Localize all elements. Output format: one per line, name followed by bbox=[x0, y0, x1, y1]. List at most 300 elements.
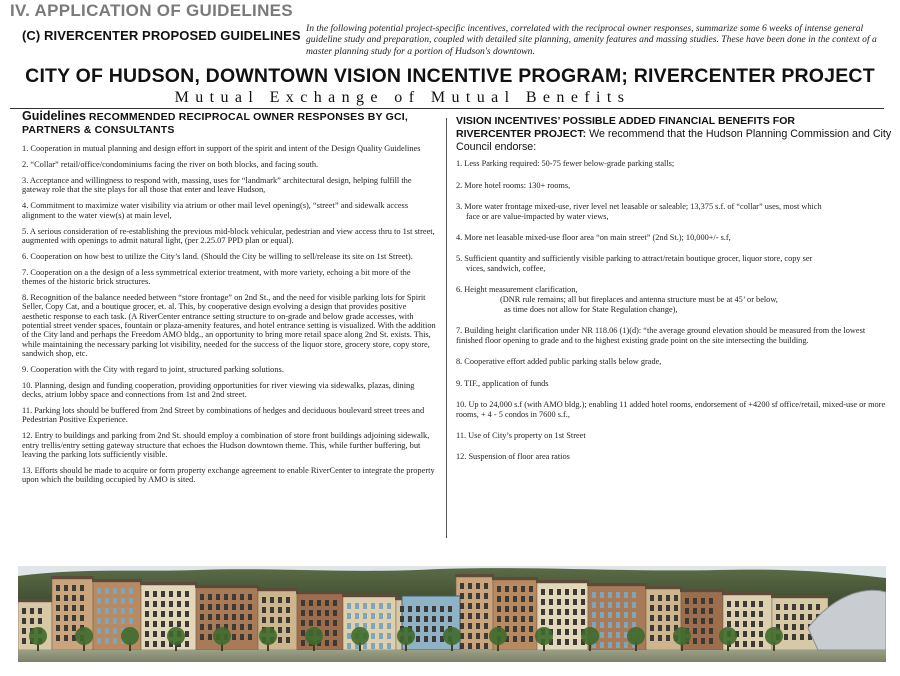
window bbox=[185, 601, 189, 607]
window bbox=[573, 639, 577, 645]
window bbox=[105, 588, 109, 594]
window bbox=[325, 640, 329, 646]
window bbox=[557, 629, 561, 635]
window bbox=[416, 616, 420, 622]
window bbox=[624, 612, 628, 618]
window bbox=[693, 618, 697, 624]
window bbox=[484, 613, 488, 619]
window bbox=[262, 617, 266, 623]
window bbox=[30, 618, 34, 624]
window bbox=[600, 632, 604, 638]
tree-crown bbox=[213, 627, 231, 645]
tree-crown bbox=[443, 627, 461, 645]
window bbox=[565, 609, 569, 615]
window bbox=[333, 600, 337, 606]
window bbox=[145, 591, 149, 597]
window bbox=[56, 615, 60, 621]
window bbox=[616, 622, 620, 628]
window bbox=[600, 602, 604, 608]
window bbox=[200, 624, 204, 630]
window bbox=[153, 591, 157, 597]
tree-crown bbox=[75, 627, 93, 645]
window bbox=[513, 636, 517, 642]
window bbox=[468, 593, 472, 599]
window bbox=[650, 625, 654, 631]
window bbox=[581, 589, 585, 595]
window bbox=[38, 618, 42, 624]
window bbox=[145, 601, 149, 607]
window bbox=[743, 611, 747, 617]
window bbox=[674, 595, 678, 601]
window bbox=[208, 614, 212, 620]
window bbox=[185, 641, 189, 647]
window bbox=[460, 643, 464, 649]
window bbox=[476, 623, 480, 629]
window bbox=[248, 604, 252, 610]
incentives-heading-line2: RIVERCENTER PROJECT: bbox=[456, 127, 587, 140]
window bbox=[460, 593, 464, 599]
window bbox=[557, 619, 561, 625]
window bbox=[709, 618, 713, 624]
window bbox=[185, 621, 189, 627]
incentives-column bbox=[456, 115, 892, 474]
window bbox=[278, 627, 282, 633]
window bbox=[232, 634, 236, 640]
window bbox=[792, 614, 796, 620]
window bbox=[208, 594, 212, 600]
incentive-item-line: 5. Sufficient quantity and sufficiently visible parking to attract/retain boutique grocer, liquor store, copy ser bbox=[456, 254, 813, 264]
window bbox=[751, 631, 755, 637]
window bbox=[153, 621, 157, 627]
window bbox=[616, 612, 620, 618]
window bbox=[200, 594, 204, 600]
tree-crown bbox=[719, 627, 737, 645]
window bbox=[624, 602, 628, 608]
window bbox=[693, 628, 697, 634]
window bbox=[709, 628, 713, 634]
window bbox=[347, 633, 351, 639]
window bbox=[573, 629, 577, 635]
window bbox=[743, 621, 747, 627]
incentive-item-line: face or are value-impacted by water views, bbox=[466, 211, 609, 221]
window bbox=[232, 614, 236, 620]
window bbox=[387, 613, 391, 619]
tree-crown bbox=[581, 627, 599, 645]
window bbox=[557, 639, 561, 645]
window bbox=[371, 613, 375, 619]
window bbox=[309, 600, 313, 606]
window bbox=[784, 604, 788, 610]
window bbox=[521, 636, 525, 642]
window bbox=[56, 635, 60, 641]
window bbox=[113, 618, 117, 624]
window bbox=[549, 609, 553, 615]
window bbox=[573, 589, 577, 595]
guideline-item: 9. Cooperation with the City with regard to joint, structured parking solutions. bbox=[22, 364, 284, 374]
window bbox=[608, 612, 612, 618]
tree-crown bbox=[305, 627, 323, 645]
window bbox=[278, 607, 282, 613]
streetscape-illustration bbox=[18, 566, 886, 662]
window bbox=[232, 604, 236, 610]
building-cornice bbox=[18, 599, 53, 602]
incentive-item bbox=[456, 254, 892, 274]
window bbox=[248, 634, 252, 640]
window bbox=[513, 606, 517, 612]
window bbox=[224, 604, 228, 610]
window bbox=[693, 638, 697, 644]
window bbox=[317, 600, 321, 606]
window bbox=[129, 588, 133, 594]
building-cornice bbox=[140, 582, 197, 585]
window bbox=[379, 643, 383, 649]
window bbox=[129, 618, 133, 624]
window bbox=[658, 635, 662, 641]
window bbox=[105, 628, 109, 634]
window bbox=[416, 636, 420, 642]
window bbox=[484, 623, 488, 629]
incentive-item bbox=[456, 285, 892, 314]
window bbox=[808, 604, 812, 610]
window bbox=[784, 614, 788, 620]
window bbox=[363, 613, 367, 619]
window bbox=[208, 624, 212, 630]
incentive-item: 4. More net leasable mixed-use floor area “on main street” (2nd St.); 10,000+/- s.f, bbox=[456, 233, 731, 243]
window bbox=[80, 585, 84, 591]
window bbox=[735, 621, 739, 627]
window bbox=[792, 624, 796, 630]
window bbox=[529, 596, 533, 602]
building-cornice bbox=[645, 586, 682, 589]
window bbox=[240, 634, 244, 640]
window bbox=[460, 623, 464, 629]
window bbox=[776, 614, 780, 620]
window bbox=[529, 616, 533, 622]
window bbox=[650, 605, 654, 611]
window bbox=[153, 611, 157, 617]
window bbox=[432, 636, 436, 642]
building-cornice bbox=[257, 588, 298, 591]
window bbox=[161, 641, 165, 647]
window bbox=[440, 626, 444, 632]
incentive-item: 7. Building height clarification under NR 118.06 (1)(d): “the average ground elevation should be measured from the lowest finished floor opening to grade and to the highest existing grade point on the site intersecting the building. bbox=[456, 326, 866, 346]
window bbox=[581, 609, 585, 615]
window bbox=[557, 599, 561, 605]
window bbox=[262, 597, 266, 603]
window bbox=[666, 635, 670, 641]
window bbox=[270, 607, 274, 613]
window bbox=[80, 615, 84, 621]
window bbox=[505, 586, 509, 592]
tree-crown bbox=[397, 627, 415, 645]
section-title: IV. APPLICATION OF GUIDELINES bbox=[10, 1, 293, 20]
window bbox=[608, 642, 612, 648]
incentive-item: 12. Suspension of floor area ratios bbox=[456, 452, 570, 462]
window bbox=[460, 603, 464, 609]
window bbox=[484, 643, 488, 649]
window bbox=[325, 620, 329, 626]
window bbox=[541, 589, 545, 595]
window bbox=[529, 626, 533, 632]
incentive-item: 8. Cooperative effort added public parking stalls below grade, bbox=[456, 357, 662, 367]
tree-crown bbox=[535, 627, 553, 645]
window bbox=[161, 601, 165, 607]
window bbox=[56, 605, 60, 611]
window bbox=[476, 643, 480, 649]
window bbox=[121, 598, 125, 604]
window bbox=[541, 609, 545, 615]
window bbox=[735, 601, 739, 607]
window bbox=[616, 602, 620, 608]
window bbox=[650, 595, 654, 601]
window bbox=[460, 613, 464, 619]
window bbox=[800, 614, 804, 620]
incentive-item-line: vices, sandwich, coffee, bbox=[466, 264, 546, 274]
window bbox=[513, 596, 517, 602]
window bbox=[549, 589, 553, 595]
guideline-item: 1. Cooperation in mutual planning and design effort in support of the spirit and intent of the Design Quality Guidelines bbox=[22, 144, 421, 153]
window bbox=[701, 638, 705, 644]
window bbox=[529, 586, 533, 592]
window bbox=[565, 639, 569, 645]
window bbox=[64, 595, 68, 601]
window bbox=[333, 620, 337, 626]
window bbox=[521, 616, 525, 622]
window bbox=[216, 614, 220, 620]
window bbox=[129, 598, 133, 604]
window bbox=[248, 594, 252, 600]
window bbox=[169, 611, 173, 617]
window bbox=[232, 594, 236, 600]
window bbox=[674, 605, 678, 611]
window bbox=[800, 624, 804, 630]
window bbox=[666, 625, 670, 631]
window bbox=[333, 630, 337, 636]
window bbox=[573, 619, 577, 625]
window bbox=[751, 611, 755, 617]
window bbox=[38, 608, 42, 614]
window bbox=[743, 631, 747, 637]
window bbox=[424, 606, 428, 612]
window bbox=[145, 631, 149, 637]
building-cornice bbox=[195, 585, 259, 588]
window bbox=[301, 630, 305, 636]
window bbox=[616, 642, 620, 648]
tree-crown bbox=[489, 627, 507, 645]
window bbox=[22, 628, 26, 634]
window bbox=[286, 617, 290, 623]
window bbox=[624, 642, 628, 648]
window bbox=[557, 609, 561, 615]
window bbox=[592, 602, 596, 608]
window bbox=[701, 618, 705, 624]
window bbox=[416, 606, 420, 612]
building-cornice bbox=[51, 576, 94, 579]
tree-crown bbox=[351, 627, 369, 645]
window bbox=[424, 626, 428, 632]
window bbox=[565, 589, 569, 595]
section-subtitle: (C) RIVERCENTER PROPOSED GUIDELINES bbox=[22, 28, 301, 43]
window bbox=[408, 616, 412, 622]
window bbox=[424, 616, 428, 622]
window bbox=[608, 622, 612, 628]
guideline-item: 2. “Collar” retail/office/condominiums facing the river on both blocks, and facing south. bbox=[22, 159, 319, 169]
window bbox=[169, 591, 173, 597]
window bbox=[72, 585, 76, 591]
window bbox=[317, 620, 321, 626]
window bbox=[505, 606, 509, 612]
guideline-item: 7. Cooperation on a the design of a less symmetrical exterior treatment, with more variety, echoing a bit more of the themes of the historic brick structures. bbox=[22, 267, 411, 287]
window bbox=[521, 626, 525, 632]
window bbox=[497, 596, 501, 602]
window bbox=[650, 635, 654, 641]
window bbox=[432, 626, 436, 632]
window bbox=[169, 621, 173, 627]
window bbox=[347, 643, 351, 649]
window bbox=[301, 640, 305, 646]
window bbox=[592, 612, 596, 618]
window bbox=[72, 605, 76, 611]
window bbox=[658, 595, 662, 601]
guidelines-heading-line2: PARTNERS & CONSULTANTS bbox=[22, 124, 175, 136]
window bbox=[80, 595, 84, 601]
window bbox=[816, 604, 820, 610]
window bbox=[325, 600, 329, 606]
window bbox=[325, 610, 329, 616]
window bbox=[129, 608, 133, 614]
window bbox=[476, 613, 480, 619]
window bbox=[161, 621, 165, 627]
window bbox=[64, 625, 68, 631]
window bbox=[379, 603, 383, 609]
guidelines-heading-line1: RECOMMENDED RECIPROCAL OWNER RESPONSES BY GCI, bbox=[88, 111, 409, 123]
window bbox=[573, 609, 577, 615]
window bbox=[440, 616, 444, 622]
window bbox=[161, 631, 165, 637]
building-cornice bbox=[771, 595, 829, 598]
window bbox=[270, 617, 274, 623]
window bbox=[113, 608, 117, 614]
window bbox=[64, 605, 68, 611]
window bbox=[476, 593, 480, 599]
tree-crown bbox=[167, 627, 185, 645]
window bbox=[529, 606, 533, 612]
window bbox=[208, 604, 212, 610]
incentive-item-line: (DNR rule remains; all but fireplaces and antenna structure must be at 45’ or below, bbox=[500, 295, 778, 305]
window bbox=[658, 615, 662, 621]
window bbox=[200, 614, 204, 620]
window bbox=[632, 602, 636, 608]
window bbox=[333, 640, 337, 646]
window bbox=[97, 588, 101, 594]
window bbox=[64, 635, 68, 641]
window bbox=[424, 636, 428, 642]
building-cornice bbox=[296, 591, 344, 594]
window bbox=[161, 591, 165, 597]
window bbox=[557, 589, 561, 595]
window bbox=[513, 616, 517, 622]
window bbox=[278, 637, 282, 643]
window bbox=[408, 606, 412, 612]
intro-paragraph: In the following potential project-specific incentives, correlated with the reciprocal owner responses, summarize some 6 weeks of intense general guideline study and preparation, coupled with detailed site planning, amenity features and massing studies. These have been done in the context of a master planning study for a portion of Hudson's downtown. bbox=[306, 23, 877, 57]
column-divider bbox=[446, 118, 447, 538]
window bbox=[460, 583, 464, 589]
window bbox=[185, 611, 189, 617]
window bbox=[709, 638, 713, 644]
window bbox=[549, 599, 553, 605]
incentive-item: 9. TIF., application of funds bbox=[456, 378, 549, 388]
building-cornice bbox=[492, 577, 538, 580]
guidelines-heading bbox=[22, 110, 436, 137]
window bbox=[240, 604, 244, 610]
window bbox=[476, 583, 480, 589]
window bbox=[808, 614, 812, 620]
guideline-item: 13. Efforts should be made to acquire or form property exchange agreement to enable RiverCenter to integrate the property upon which the building occupied by AMO is sited. bbox=[22, 465, 435, 485]
window bbox=[792, 634, 796, 640]
window bbox=[355, 613, 359, 619]
window bbox=[309, 620, 313, 626]
window bbox=[153, 641, 157, 647]
window bbox=[784, 634, 788, 640]
guideline-item: 3. Acceptance and willingness to respond with, massing, uses for “landmark” architectural design, helping fulfill the gateway role that the site plays for all those that enter and leave Hudson, bbox=[22, 175, 412, 195]
window bbox=[113, 598, 117, 604]
incentive-item bbox=[456, 202, 892, 222]
window bbox=[400, 616, 404, 622]
window bbox=[521, 606, 525, 612]
window bbox=[105, 618, 109, 624]
window bbox=[497, 586, 501, 592]
window bbox=[347, 603, 351, 609]
window bbox=[153, 601, 157, 607]
window bbox=[432, 606, 436, 612]
window bbox=[177, 591, 181, 597]
window bbox=[581, 599, 585, 605]
window bbox=[286, 607, 290, 613]
window bbox=[121, 608, 125, 614]
window bbox=[784, 624, 788, 630]
window bbox=[72, 625, 76, 631]
window bbox=[278, 617, 282, 623]
window bbox=[759, 621, 763, 627]
incentive-item-line: as time does not allow for State Regulation change), bbox=[504, 305, 678, 315]
window bbox=[776, 604, 780, 610]
window bbox=[379, 633, 383, 639]
window bbox=[759, 611, 763, 617]
window bbox=[505, 626, 509, 632]
window bbox=[105, 608, 109, 614]
incentives-heading-text: We recommend that the Hudson Planning Commission and City Council endorse: bbox=[456, 127, 892, 153]
window bbox=[416, 626, 420, 632]
window bbox=[286, 627, 290, 633]
window bbox=[56, 595, 60, 601]
window bbox=[616, 592, 620, 598]
window bbox=[573, 599, 577, 605]
window bbox=[177, 611, 181, 617]
window bbox=[371, 633, 375, 639]
window bbox=[476, 603, 480, 609]
window bbox=[153, 631, 157, 637]
window bbox=[759, 631, 763, 637]
window bbox=[468, 613, 472, 619]
window bbox=[440, 606, 444, 612]
window bbox=[97, 628, 101, 634]
window bbox=[497, 616, 501, 622]
window bbox=[608, 592, 612, 598]
window bbox=[616, 632, 620, 638]
window bbox=[113, 588, 117, 594]
guidelines-list bbox=[22, 144, 436, 485]
window bbox=[505, 616, 509, 622]
